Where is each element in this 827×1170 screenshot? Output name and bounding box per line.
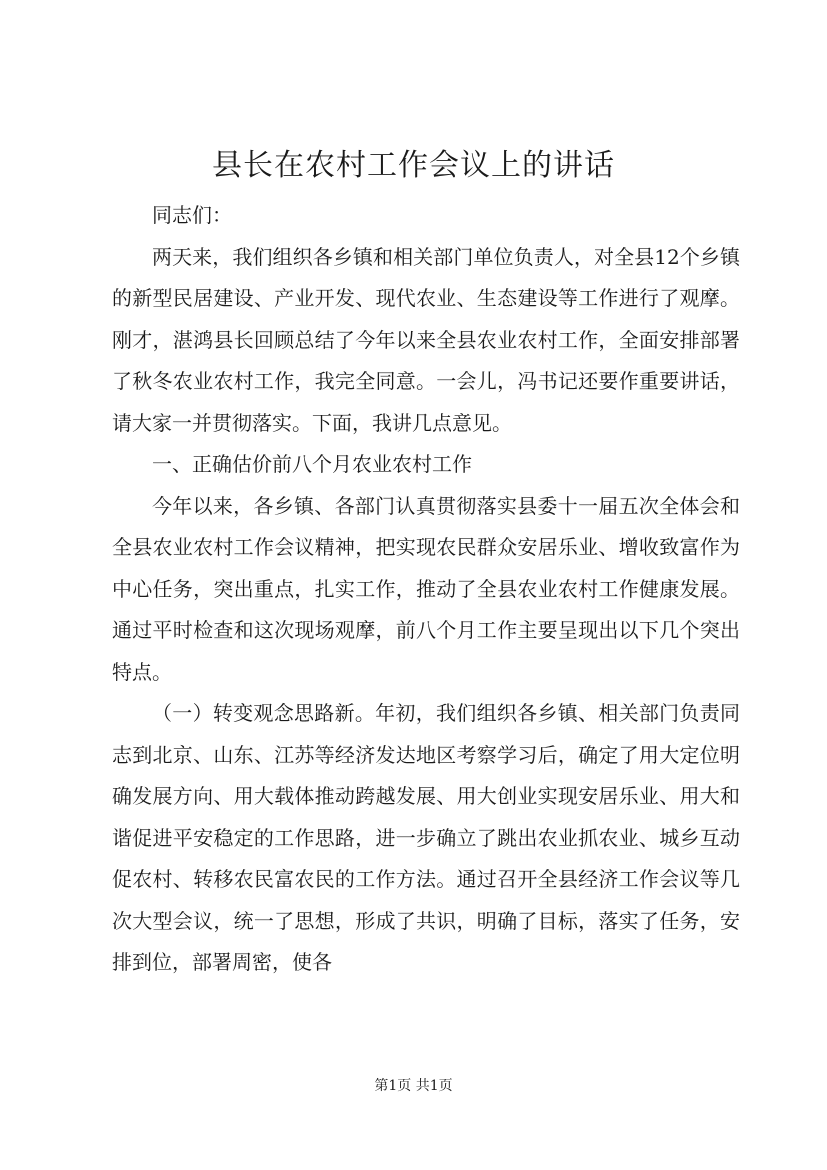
page-footer: 第1页 共1页: [374, 1078, 453, 1094]
document-body: [112, 195, 740, 984]
section-heading: 一、正确估价前八个月农业农村工作: [152, 452, 472, 476]
body-paragraph: 今年以来，各乡镇、各部门认真贯彻落实县委十一届五次全体会和全县农业农村工作会议精神，把实现农民群众安居乐业、增收致富作为中心任务，突出重点，扎实工作，推动了全县农业农村工作健康发展。通过平时检查和这次现场观摩，前八个月工作主要呈现出以下几个突出特点。: [112, 493, 740, 684]
body-paragraph: （一）转变观念思路新。年初，我们组织各乡镇、相关部门负责同志到北京、山东、江苏等经济发达地区考察学习后，确定了用大定位明确发展方向、用大载体推动跨越发展、用大创业实现安居乐业、用大和谐促进平安稳定的工作思路，进一步确立了跳出农业抓农业、城乡互动促农村、转移农民富农民的工作方法。通过召开全县经济工作会议等几次大型会议，统一了思想，形成了共识，明确了目标，落实了任务，安排到位，部署周密，使各: [112, 701, 740, 974]
salutation-paragraph: 同志们：: [152, 203, 232, 227]
intro-paragraph: 两天来，我们组织各乡镇和相关部门单位负责人，对全县12个乡镇的新型民居建设、产业开发、现代农业、生态建设等工作进行了观摩。刚才，湛鸿县长回顾总结了今年以来全县农业农村工作，全面安排部署了秋冬农业农村工作，我完全同意。一会儿，冯书记还要作重要讲话，请大家一并贯彻落实。下面，我讲几点意见。: [112, 244, 740, 435]
document-title: 县长在农村工作会议上的讲话: [212, 148, 615, 183]
